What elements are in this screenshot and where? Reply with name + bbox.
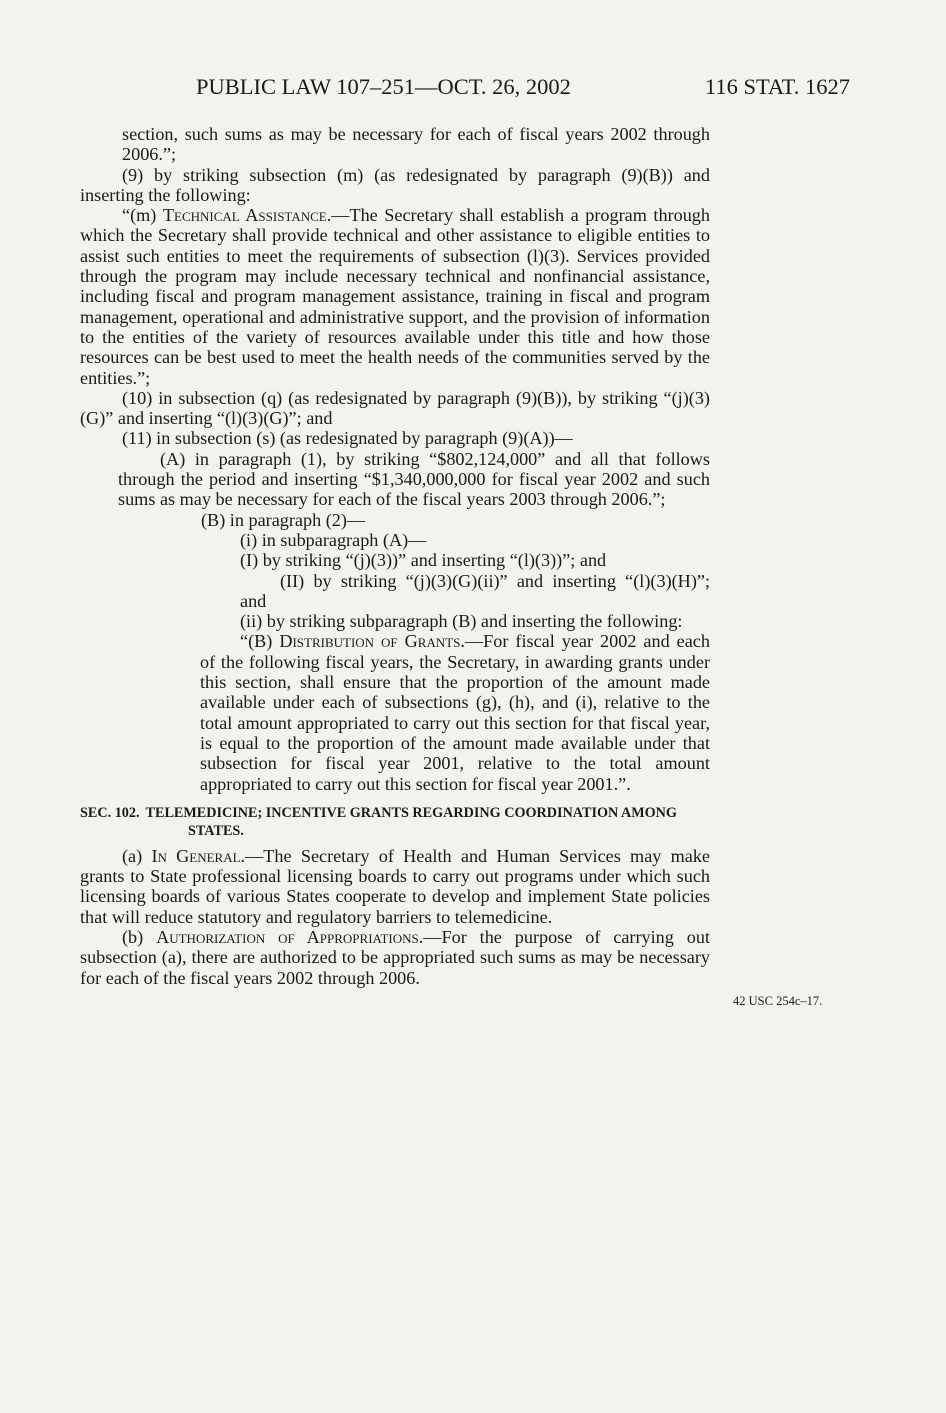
running-title: PUBLIC LAW 107–251—OCT. 26, 2002 (196, 74, 571, 99)
subparagraph-a: (A) in paragraph (1), by striking “$802,124,000” and all that follows through the period and inserting “$1,340,000,000 for fiscal year 2002 and such sums as may be necessary for each of the fiscal years 2003 through 2006.”; (118, 448, 710, 510)
paragraph-11: (11) in subsection (s) (as redesignated by paragraph (9)(A))— (122, 428, 573, 449)
tech-heading: Technical Assistance.— (162, 205, 350, 226)
distribution-of-grants-paragraph (40, 631, 710, 793)
dist-text: For fiscal year 2002 and each of the following fiscal years, the Secretary, in awarding grants under this section, shall ensure that the proportion of the amount made available under each of subsections (g), (h), and (i), relative to the total amount appropriated to carry out this section for that fiscal year, is equal to the proportion of the amount made available under that subsection for fiscal year 2001, relative to the total amount appropriated to carry out this section for fiscal year 2001.”. (200, 631, 710, 794)
law-text-body (80, 124, 710, 988)
dist-heading: Distribution of Grants.— (279, 631, 484, 652)
subparagraph-b: (B) in paragraph (2)— (201, 509, 366, 530)
dist-prefix: “(B) (240, 631, 280, 652)
usc-citation-note: 42 USC 254c–17. (733, 994, 823, 1008)
paragraph-9: (9) by striking subsection (m) (as redesignated by paragraph (9)(B)) and inserting the following: (80, 164, 710, 205)
page-header (0, 74, 946, 104)
paragraph-continuation: section, such sums as may be necessary for each of fiscal years 2002 through 2006.”; (122, 124, 710, 165)
b-prefix: (b) (122, 926, 157, 947)
statute-page-number: 116 STAT. 1627 (704, 74, 850, 99)
technical-assistance-paragraph (80, 205, 710, 388)
subclause-II: (II) by striking “(j)(3)(G)(ii)” and inserting “(l)(3)(H)”; and (240, 570, 710, 611)
clause-ii: (ii) by striking subparagraph (B) and inserting the following: (240, 611, 683, 632)
paragraph-10: (10) in subsection (q) (as redesignated by paragraph (9)(B)), by striking “(j)(3)(G)” and inserting “(l)(3)(G)”; and (80, 387, 710, 429)
a-heading: In General.— (151, 845, 264, 866)
b-heading: Authorization of Appropriations.— (156, 926, 442, 947)
section-heading (80, 804, 710, 840)
clause-i: (i) in subparagraph (A)— (240, 529, 427, 550)
tech-text: The Secretary shall establish a program through which the Secretary shall provide technical and other assistance to eligible entities to assist such entities to meet the requirements of subsection (l)(3). Services provided through the program may include necessary technical and nonfinancial assistance, including fiscal and program management assistance, training in fiscal and program management, operational and administrative support, and the provision of information to the entities of the variety of resources available under this title and how those resources can be best used to meet the health needs of the communities served by the entities.”; (80, 205, 710, 388)
section-title: TELEMEDICINE; INCENTIVE GRANTS REGARDING COORDINATION AMONG STATES. (145, 804, 677, 839)
a-prefix: (a) (122, 845, 152, 866)
subsection-b (80, 927, 710, 988)
tech-prefix: “(m) (122, 205, 163, 226)
subsection-a (80, 846, 710, 927)
subclause-I: (I) by striking “(j)(3))” and inserting “(l)(3))”; and (240, 550, 607, 571)
a-text: The Secretary of Health and Human Services may make grants to State professional licensing boards to carry out programs under which such licensing boards of various States cooperate to develop and implement State policies that will reduce statutory and regulatory barriers to telemedicine. (80, 845, 711, 927)
section-label: SEC. 102. (80, 804, 140, 821)
b-text: For the purpose of carrying out subsection (a), there are authorized to be appropriated such sums as may be necessary for each of the fiscal years 2002 through 2006. (80, 926, 710, 988)
